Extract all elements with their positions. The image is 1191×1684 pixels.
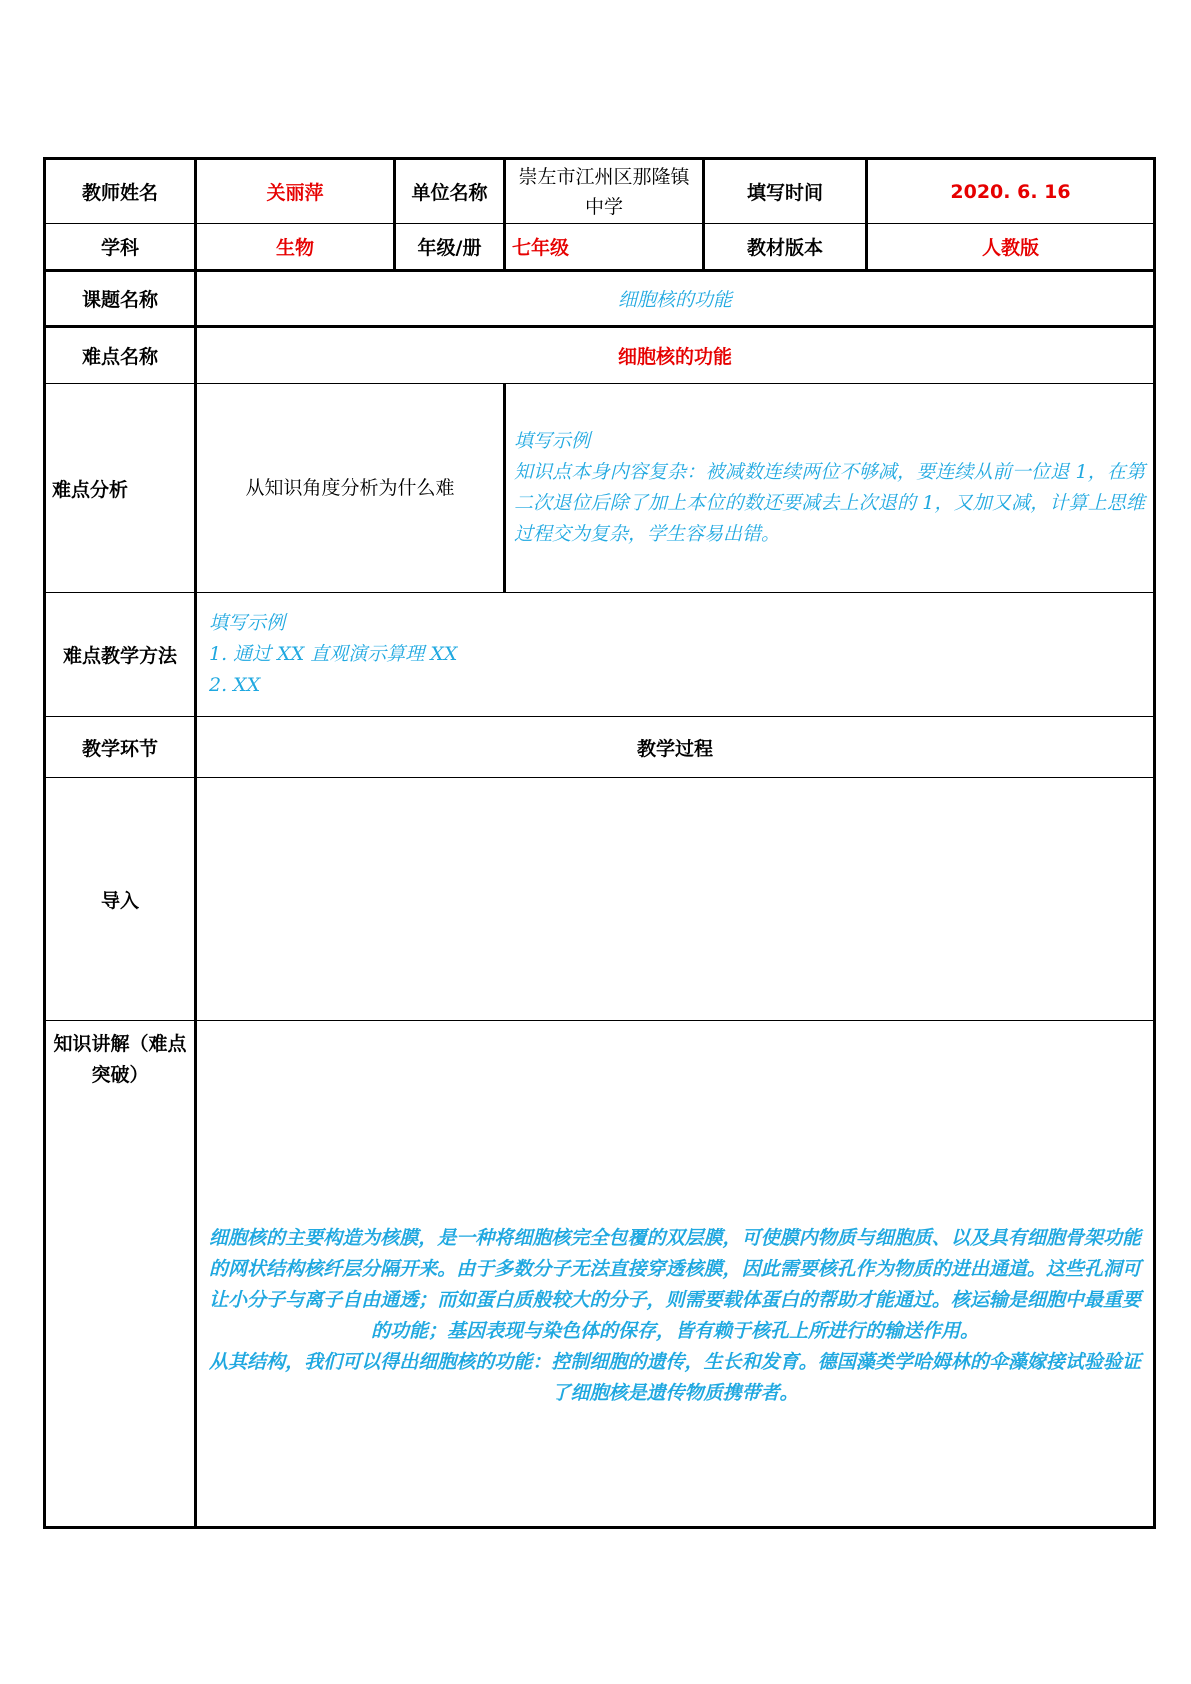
teacher-label: 教师姓名 [45,159,196,224]
method-item-2: 2. XX [209,674,261,696]
method-example [196,593,1155,717]
grade-label: 年级/册 [395,224,505,271]
header-row-2 [45,224,1155,271]
explain-paragraph-1: 细胞核的主要构造为核膜，是一种将细胞核完全包覆的双层膜，可使膜内物质与细胞质、以及具有细胞骨架功能的网状结构核纤层分隔开来。由于多数分子无法直接穿透核膜，因此需要核孔作为物质的进出通道。这些孔洞可让小分子与离子自由通透；而如蛋白质般较大的分子，则需要载体蛋白的帮助才能通过。核运输是细胞中最重要的功能；基因表现与染色体的保存，皆有赖于核孔上所进行的输送作用。 [209,1226,1141,1342]
analysis-example-text: 知识点本身内容复杂：被减数连续两位不够减，要连续从前一位退 1，在第二次退位后除了加上本位的数还要减去上次退的 1，又加又减，计算上思维过程交为复杂，学生容易出错。 [514,461,1145,545]
grade-value: 七年级 [505,224,704,271]
intro-label: 导入 [45,778,196,1021]
method-label: 难点教学方法 [45,593,196,717]
topic-row [45,271,1155,327]
intro-content [196,778,1155,1021]
analysis-row [45,384,1155,593]
lesson-plan-table [43,157,1156,1529]
explain-content [196,1021,1155,1528]
difficulty-value: 细胞核的功能 [196,327,1155,384]
unit-value: 崇左市江州区那隆镇中学 [505,159,704,224]
subject-label: 学科 [45,224,196,271]
teacher-value: 关丽萍 [196,159,395,224]
date-value: 2020. 6. 16 [867,159,1155,224]
explain-row [45,1021,1155,1528]
analysis-label: 难点分析 [45,384,196,593]
process-row [45,717,1155,778]
topic-label: 课题名称 [45,271,196,327]
process-label: 教学过程 [196,717,1155,778]
method-example-heading: 填写示例 [209,612,286,634]
method-item-1: 1. 通过 XX 直观演示算理 XX [209,643,458,665]
difficulty-row [45,327,1155,384]
intro-row [45,778,1155,1021]
date-label: 填写时间 [704,159,867,224]
analysis-example-heading: 填写示例 [514,430,591,452]
edition-label: 教材版本 [704,224,867,271]
method-row [45,593,1155,717]
explain-paragraph-2: 从其结构，我们可以得出细胞核的功能：控制细胞的遗传，生长和发育。德国藻类学哈姆林的伞藻嫁接试验验证了细胞核是遗传物质携带者。 [209,1350,1141,1404]
edition-value: 人教版 [867,224,1155,271]
difficulty-label: 难点名称 [45,327,196,384]
analysis-example [505,384,1155,593]
unit-label: 单位名称 [395,159,505,224]
stage-label: 教学环节 [45,717,196,778]
explain-label: 知识讲解（难点突破） [45,1021,196,1528]
subject-value: 生物 [196,224,395,271]
analysis-sub-label: 从知识角度分析为什么难 [196,384,505,593]
topic-value: 细胞核的功能 [196,271,1155,327]
header-row-1 [45,159,1155,224]
